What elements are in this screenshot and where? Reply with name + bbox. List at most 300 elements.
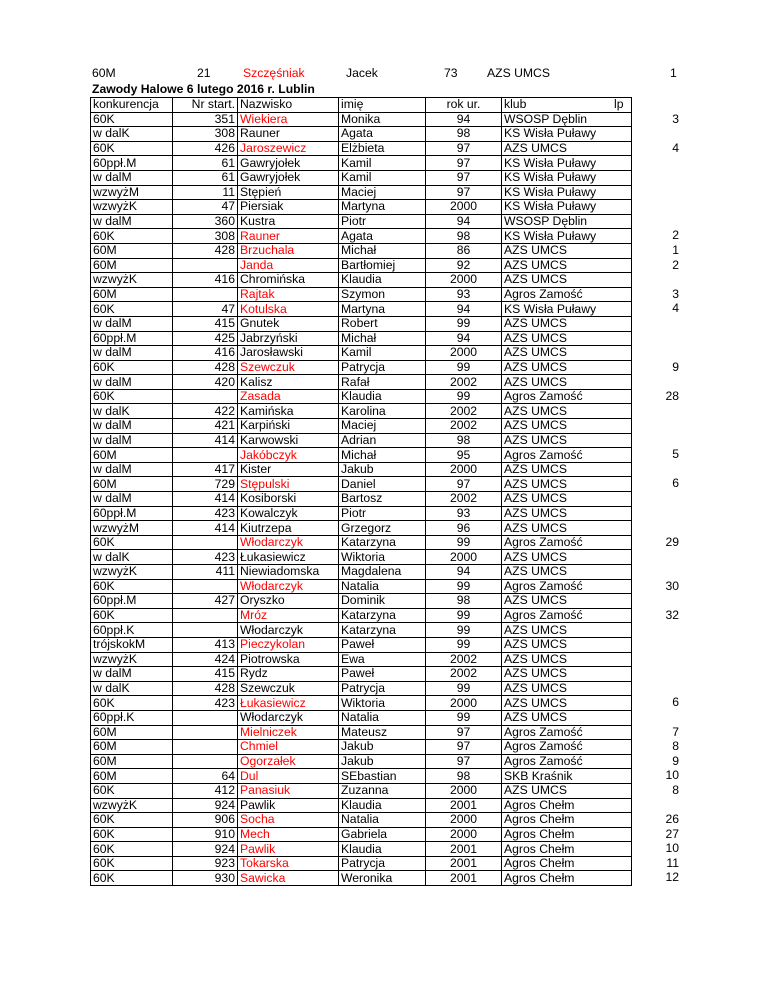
cell-nr: 423 [173, 696, 238, 711]
cell-rok: 2000 [426, 813, 502, 828]
cell-rok: 2001 [426, 842, 502, 857]
table-row [91, 637, 632, 652]
cell-imie: Agata [339, 127, 426, 142]
cell-lp: 8 [672, 739, 679, 754]
cell-nazwisko: Janda [238, 258, 339, 273]
cell-imie: Kamil [339, 346, 426, 361]
cell-lp [651, 652, 679, 667]
cell-nr: 351 [173, 112, 238, 127]
cell-klub: WSOSP Dęblin [502, 112, 632, 127]
table-row [91, 710, 632, 725]
cell-klub: AZS UMCS [502, 360, 632, 375]
cell-imie: Klaudia [339, 273, 426, 288]
table-row [91, 243, 632, 258]
cell-nazwisko: Rauner [238, 127, 339, 142]
cell-lp [651, 199, 679, 214]
cell-nazwisko: Kiutrzepa [238, 521, 339, 536]
cell-rok: 2001 [426, 871, 502, 886]
cell-nazwisko: Piotrowska [238, 652, 339, 667]
cell-klub: Agros Chełm [502, 842, 632, 857]
cell-imie: SEbastian [339, 769, 426, 784]
cell-klub: Agros Chełm [502, 871, 632, 886]
cell-nazwisko: Jabrzyński [238, 331, 339, 346]
cell-nazwisko: Pawlik [238, 842, 339, 857]
cell-rok: 2001 [426, 798, 502, 813]
table-row [91, 156, 632, 171]
cell-nazwisko: Jarosławski [238, 346, 339, 361]
cell-konkurencja: 60M [91, 740, 173, 755]
table-row [91, 769, 632, 784]
cell-nazwisko: Pawlik [238, 798, 339, 813]
cell-nazwisko: Kowalczyk [238, 506, 339, 521]
cell-lp [651, 185, 679, 200]
cell-lp [651, 710, 679, 725]
table-row [91, 185, 632, 200]
cell-konkurencja: w dalK [91, 681, 173, 696]
cell-rok: 2002 [426, 652, 502, 667]
cell-klub: AZS UMCS [502, 141, 632, 156]
cell-nazwisko: Panasiuk [238, 783, 339, 798]
cell-lp: 32 [665, 607, 679, 622]
cell-lp: 3 [672, 286, 679, 301]
cell-nr: 428 [173, 681, 238, 696]
cell-rok: 97 [426, 185, 502, 200]
cell-nr: 61 [173, 156, 238, 171]
top-klub: AZS UMCS [487, 66, 550, 80]
cell-konkurencja: 60ppł.M [91, 331, 173, 346]
cell-nr: 411 [173, 565, 238, 580]
cell-nazwisko: Tokarska [238, 856, 339, 871]
cell-rok: 99 [426, 535, 502, 550]
cell-nazwisko: Gnutek [238, 316, 339, 331]
cell-klub: Agros Zamość [502, 535, 632, 550]
cell-rok: 2002 [426, 492, 502, 507]
cell-lp [651, 593, 679, 608]
cell-klub: AZS UMCS [502, 550, 632, 565]
cell-imie: Patrycja [339, 681, 426, 696]
cell-lp [651, 418, 679, 433]
cell-nazwisko: Szewczuk [238, 681, 339, 696]
cell-klub: AZS UMCS [502, 462, 632, 477]
cell-konkurencja: 60K [91, 856, 173, 871]
cell-klub: AZS UMCS [502, 652, 632, 667]
table-row [91, 404, 632, 419]
cell-imie: Daniel [339, 477, 426, 492]
cell-konkurencja: 60ppł.M [91, 594, 173, 609]
cell-nazwisko: Piersiak [238, 200, 339, 215]
cell-nazwisko: Karwowski [238, 433, 339, 448]
cell-imie: Mateusz [339, 725, 426, 740]
cell-nr: 420 [173, 375, 238, 390]
cell-konkurencja: wzwyżK [91, 273, 173, 288]
cell-imie: Kamil [339, 170, 426, 185]
cell-nazwisko: Mróz [238, 608, 339, 623]
table-row [91, 346, 632, 361]
cell-rok: 94 [426, 302, 502, 317]
cell-imie: Patrycja [339, 360, 426, 375]
table-row [91, 302, 632, 317]
cell-klub: AZS UMCS [502, 316, 632, 331]
table-row [91, 681, 632, 696]
cell-klub: AZS UMCS [502, 521, 632, 536]
table-row [91, 521, 632, 536]
cell-nr: 47 [173, 200, 238, 215]
cell-nr: 414 [173, 521, 238, 536]
cell-konkurencja: 60K [91, 871, 173, 886]
cell-nr: 416 [173, 346, 238, 361]
cell-rok: 97 [426, 156, 502, 171]
cell-lp [651, 564, 679, 579]
cell-imie: Piotr [339, 506, 426, 521]
table-row [91, 667, 632, 682]
cell-imie: Robert [339, 316, 426, 331]
cell-nr: 415 [173, 316, 238, 331]
cell-imie: Paweł [339, 637, 426, 652]
table-row [91, 360, 632, 375]
cell-rok: 2000 [426, 273, 502, 288]
cell-imie: Klaudia [339, 798, 426, 813]
cell-konkurencja: trójskokM [91, 637, 173, 652]
cell-lp [651, 214, 679, 229]
cell-rok: 2000 [426, 346, 502, 361]
cell-lp: 26 [665, 812, 679, 827]
cell-rok: 94 [426, 331, 502, 346]
cell-lp: 12 [665, 870, 679, 885]
cell-rok: 2000 [426, 827, 502, 842]
cell-klub: AZS UMCS [502, 419, 632, 434]
cell-lp: 11 [666, 855, 679, 870]
cell-rok: 2000 [426, 462, 502, 477]
table-row [91, 316, 632, 331]
cell-imie: Weronika [339, 871, 426, 886]
cell-lp: 10 [665, 841, 679, 856]
cell-rok: 97 [426, 477, 502, 492]
cell-klub: KS Wisła Puławy [502, 200, 632, 215]
cell-nazwisko: Włodarczyk [238, 579, 339, 594]
cell-rok: 93 [426, 287, 502, 302]
cell-lp [651, 681, 679, 696]
cell-nr [173, 710, 238, 725]
cell-imie: Katarzyna [339, 535, 426, 550]
cell-konkurencja: 60K [91, 389, 173, 404]
cell-nazwisko: Socha [238, 813, 339, 828]
cell-nr [173, 287, 238, 302]
cell-lp [651, 549, 679, 564]
cell-rok: 96 [426, 521, 502, 536]
cell-imie: Rafał [339, 375, 426, 390]
cell-konkurencja: 60K [91, 535, 173, 550]
cell-klub: Agros Zamość [502, 740, 632, 755]
table-row [91, 375, 632, 390]
cell-rok: 2002 [426, 667, 502, 682]
cell-klub: Agros Zamość [502, 754, 632, 769]
cell-nazwisko: Kalisz [238, 375, 339, 390]
cell-imie: Martyna [339, 200, 426, 215]
cell-lp [651, 374, 679, 389]
cell-nr [173, 258, 238, 273]
cell-klub: AZS UMCS [502, 243, 632, 258]
cell-rok: 2002 [426, 419, 502, 434]
cell-klub: AZS UMCS [502, 404, 632, 419]
cell-nr: 425 [173, 331, 238, 346]
cell-konkurencja: w dalM [91, 492, 173, 507]
cell-konkurencja: 60M [91, 477, 173, 492]
cell-nr: 360 [173, 214, 238, 229]
cell-nr [173, 623, 238, 638]
cell-nazwisko: Jaroszewicz [238, 141, 339, 156]
cell-imie: Katarzyna [339, 623, 426, 638]
cell-imie: Grzegorz [339, 521, 426, 536]
cell-rok: 86 [426, 243, 502, 258]
cell-konkurencja: w dalK [91, 550, 173, 565]
table-row [91, 127, 632, 142]
table-row [91, 813, 632, 828]
cell-nr [173, 579, 238, 594]
cell-klub: Agros Zamość [502, 579, 632, 594]
cell-rok: 93 [426, 506, 502, 521]
table-row [91, 112, 632, 127]
cell-nr: 923 [173, 856, 238, 871]
cell-klub: AZS UMCS [502, 258, 632, 273]
cell-klub: KS Wisła Puławy [502, 229, 632, 244]
cell-imie: Katarzyna [339, 608, 426, 623]
header-nazwisko: Nazwisko [238, 98, 339, 113]
cell-nazwisko: Chromińska [238, 273, 339, 288]
cell-lp [651, 798, 679, 813]
cell-rok: 2000 [426, 200, 502, 215]
cell-klub: KS Wisła Puławy [502, 156, 632, 171]
cell-lp [651, 462, 679, 477]
header-lp: lp [614, 97, 624, 111]
cell-imie: Wiktoria [339, 550, 426, 565]
cell-rok: 94 [426, 214, 502, 229]
table-row [91, 535, 632, 550]
cell-nazwisko: Wiekiera [238, 112, 339, 127]
cell-rok: 97 [426, 740, 502, 755]
cell-rok: 99 [426, 637, 502, 652]
cell-nr [173, 725, 238, 740]
cell-imie: Michał [339, 448, 426, 463]
cell-nr: 423 [173, 550, 238, 565]
cell-nazwisko: Rauner [238, 229, 339, 244]
cell-imie: Ewa [339, 652, 426, 667]
cell-konkurencja: 60K [91, 141, 173, 156]
top-lp: 1 [670, 66, 677, 80]
cell-nr: 423 [173, 506, 238, 521]
table-row [91, 856, 632, 871]
cell-nazwisko: Gawryjołek [238, 156, 339, 171]
cell-klub: AZS UMCS [502, 273, 632, 288]
cell-imie: Karolina [339, 404, 426, 419]
cell-nazwisko: Oryszko [238, 594, 339, 609]
cell-nr: 414 [173, 492, 238, 507]
cell-klub: AZS UMCS [502, 331, 632, 346]
top-imie: Jacek [346, 66, 378, 80]
table-row [91, 492, 632, 507]
cell-nr: 729 [173, 477, 238, 492]
cell-lp: 1 [672, 242, 679, 257]
cell-rok: 98 [426, 127, 502, 142]
cell-nazwisko: Włodarczyk [238, 623, 339, 638]
cell-konkurencja: 60M [91, 258, 173, 273]
cell-imie: Zuzanna [339, 783, 426, 798]
cell-lp: 6 [672, 695, 679, 710]
cell-nazwisko: Kosiborski [238, 492, 339, 507]
cell-nr: 427 [173, 594, 238, 609]
cell-rok: 99 [426, 608, 502, 623]
cell-nazwisko: Kotulska [238, 302, 339, 317]
cell-konkurencja: 60K [91, 579, 173, 594]
cell-imie: Martyna [339, 302, 426, 317]
cell-lp: 30 [665, 578, 679, 593]
cell-klub: AZS UMCS [502, 565, 632, 580]
cell-nazwisko: Rajtak [238, 287, 339, 302]
cell-klub: AZS UMCS [502, 696, 632, 711]
cell-imie: Wiktoria [339, 696, 426, 711]
table-row [91, 623, 632, 638]
cell-imie: Maciej [339, 419, 426, 434]
cell-imie: Klaudia [339, 842, 426, 857]
cell-lp: 7 [672, 724, 679, 739]
cell-lp [651, 666, 679, 681]
cell-klub: AZS UMCS [502, 346, 632, 361]
table-row [91, 842, 632, 857]
cell-klub: Agros Zamość [502, 448, 632, 463]
cell-nazwisko: Chmiel [238, 740, 339, 755]
lp-spacer [651, 97, 679, 112]
cell-imie: Paweł [339, 667, 426, 682]
cell-lp [651, 331, 679, 346]
cell-klub: KS Wisła Puławy [502, 185, 632, 200]
cell-klub: KS Wisła Puławy [502, 127, 632, 142]
cell-nr: 417 [173, 462, 238, 477]
cell-klub: Agros Chełm [502, 813, 632, 828]
cell-konkurencja: wzwyżK [91, 565, 173, 580]
cell-imie: Gabriela [339, 827, 426, 842]
table-row [91, 433, 632, 448]
cell-rok: 2000 [426, 550, 502, 565]
table-row [91, 798, 632, 813]
cell-imie: Magdalena [339, 565, 426, 580]
cell-nr: 61 [173, 170, 238, 185]
cell-konkurencja: 60K [91, 813, 173, 828]
cell-nr: 930 [173, 871, 238, 886]
cell-klub: AZS UMCS [502, 783, 632, 798]
cell-nr [173, 448, 238, 463]
header-nr: Nr start. [173, 98, 238, 113]
cell-konkurencja: 60M [91, 243, 173, 258]
cell-nr: 424 [173, 652, 238, 667]
cell-lp: 4 [672, 301, 679, 316]
cell-rok: 2002 [426, 404, 502, 419]
cell-lp: 6 [672, 476, 679, 491]
cell-lp: 28 [665, 388, 679, 403]
cell-rok: 98 [426, 433, 502, 448]
cell-nr [173, 740, 238, 755]
cell-nr [173, 754, 238, 769]
cell-nr: 422 [173, 404, 238, 419]
cell-konkurencja: w dalM [91, 346, 173, 361]
top-nr: 21 [197, 66, 211, 80]
cell-konkurencja: 60ppł.M [91, 156, 173, 171]
cell-imie: Maciej [339, 185, 426, 200]
table-row [91, 214, 632, 229]
cell-klub: AZS UMCS [502, 375, 632, 390]
cell-nr: 64 [173, 769, 238, 784]
cell-nazwisko: Zasada [238, 389, 339, 404]
cell-nazwisko: Łukasiewicz [238, 550, 339, 565]
cell-nr: 428 [173, 243, 238, 258]
cell-rok: 2001 [426, 856, 502, 871]
cell-rok: 97 [426, 725, 502, 740]
cell-lp [651, 155, 679, 170]
cell-klub: Agros Chełm [502, 856, 632, 871]
cell-lp: 29 [665, 534, 679, 549]
cell-konkurencja: 60M [91, 725, 173, 740]
header-rok: rok ur. [426, 98, 502, 113]
cell-rok: 99 [426, 623, 502, 638]
table-row [91, 141, 632, 156]
cell-rok: 99 [426, 710, 502, 725]
cell-konkurencja: 60K [91, 360, 173, 375]
cell-lp: 3 [672, 111, 679, 126]
cell-lp [651, 272, 679, 287]
cell-klub: AZS UMCS [502, 710, 632, 725]
cell-nr: 412 [173, 783, 238, 798]
cell-nazwisko: Kamińska [238, 404, 339, 419]
cell-lp: 5 [672, 447, 679, 462]
cell-imie: Michał [339, 243, 426, 258]
top-konkurencja: 60M [92, 66, 116, 80]
cell-imie: Jakub [339, 462, 426, 477]
cell-rok: 95 [426, 448, 502, 463]
cell-klub: AZS UMCS [502, 637, 632, 652]
cell-klub: WSOSP Dęblin [502, 214, 632, 229]
cell-konkurencja: w dalM [91, 462, 173, 477]
cell-nazwisko: Stępień [238, 185, 339, 200]
cell-nr: 416 [173, 273, 238, 288]
cell-nazwisko: Pieczykolan [238, 637, 339, 652]
cell-imie: Jakub [339, 754, 426, 769]
cell-rok: 97 [426, 754, 502, 769]
cell-nazwisko: Dul [238, 769, 339, 784]
lp-column [651, 97, 679, 885]
cell-imie: Natalia [339, 813, 426, 828]
cell-lp: 10 [665, 768, 679, 783]
cell-konkurencja: wzwyżK [91, 798, 173, 813]
cell-imie: Bartłomiej [339, 258, 426, 273]
cell-konkurencja: w dalM [91, 375, 173, 390]
table-row [91, 696, 632, 711]
table-row [91, 608, 632, 623]
cell-konkurencja: 60K [91, 783, 173, 798]
cell-rok: 99 [426, 681, 502, 696]
table-row [91, 550, 632, 565]
cell-nr: 47 [173, 302, 238, 317]
cell-imie: Natalia [339, 579, 426, 594]
cell-lp: 9 [672, 753, 679, 768]
cell-klub: KS Wisła Puławy [502, 170, 632, 185]
table-row [91, 565, 632, 580]
cell-nazwisko: Ogorzałek [238, 754, 339, 769]
table-row [91, 258, 632, 273]
cell-nazwisko: Brzuchala [238, 243, 339, 258]
cell-rok: 99 [426, 360, 502, 375]
cell-imie: Szymon [339, 287, 426, 302]
cell-imie: Monika [339, 112, 426, 127]
cell-klub: AZS UMCS [502, 506, 632, 521]
cell-imie: Dominik [339, 594, 426, 609]
